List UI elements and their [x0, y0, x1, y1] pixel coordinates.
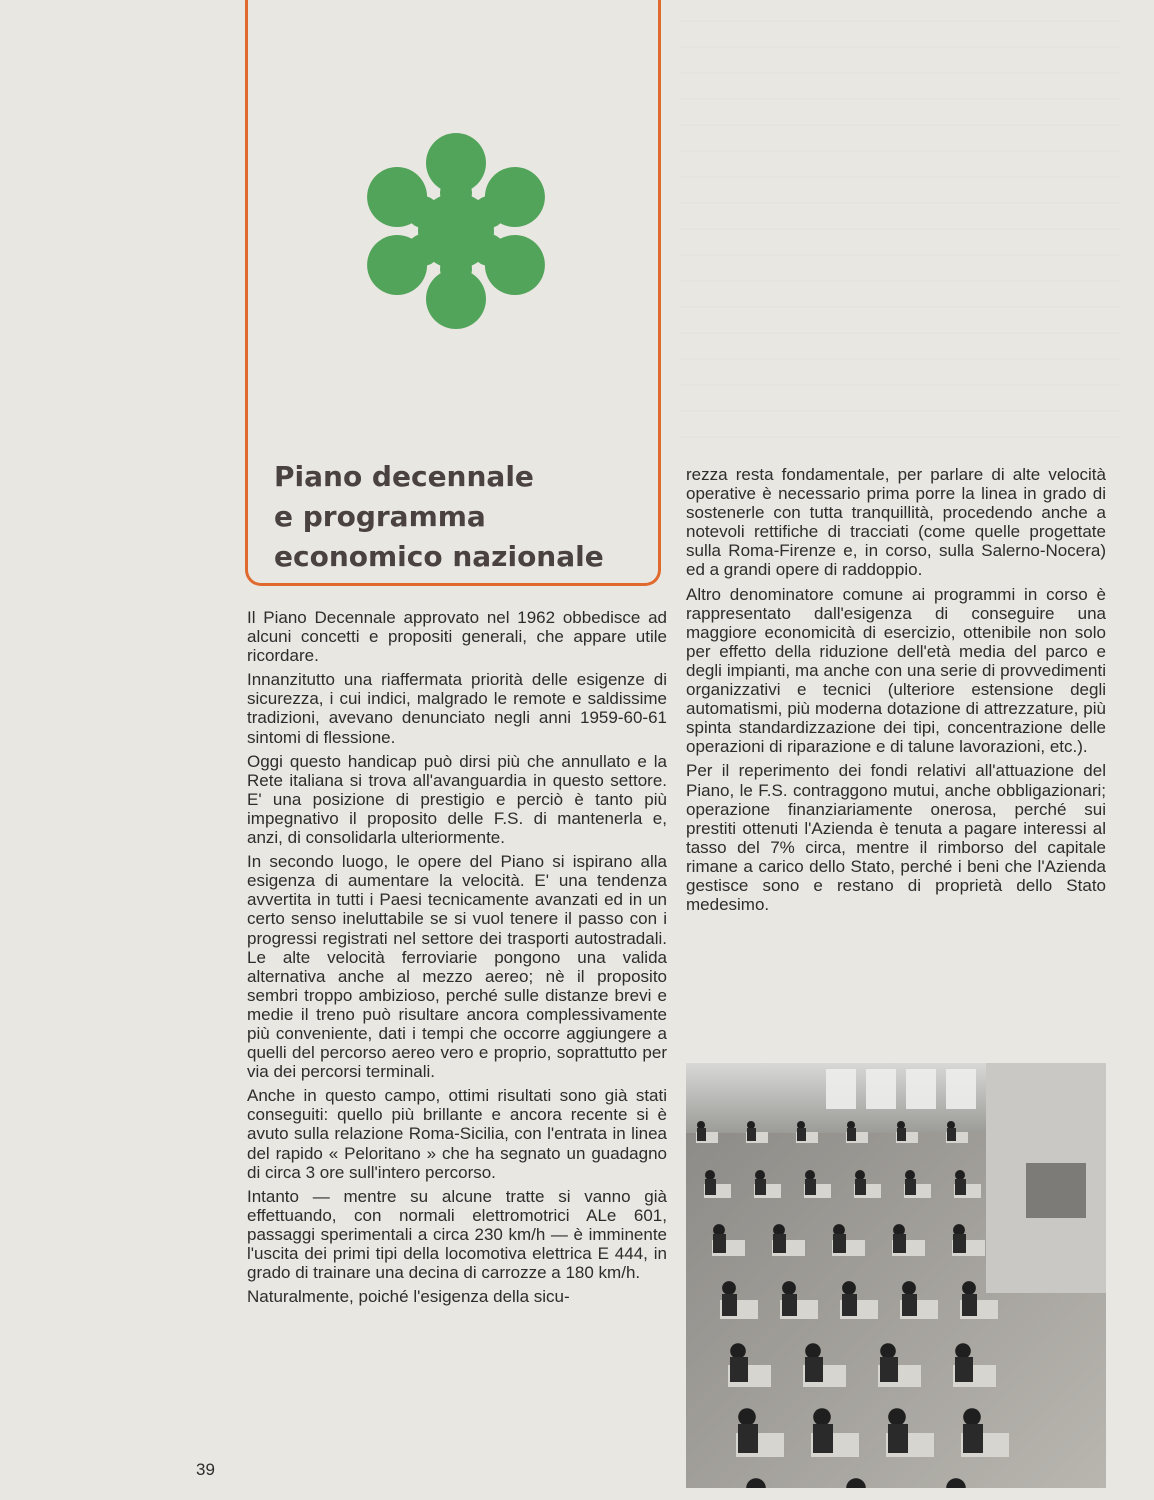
page-title [274, 457, 654, 577]
right-text-column [686, 465, 1106, 919]
paragraph: Altro denominatore comune ai programmi in corso è rappresentato dall'esigenza di conseguire una maggiore economicità di esercizio, ottenibile non solo per effetto della riduzione dell'età media del parco e degli impianti, ma anche con una serie di provvedimenti organizzativi e tecnici (ulteriore estensione degli automatismi, più moderna dotazione di attrezzature, più spinta standardizzazione dei tipi, concentrazione delle operazioni di riparazione e di talune lavorazioni, etc.). [686, 584, 1106, 757]
title-line-1: Piano decennale [274, 460, 534, 493]
paragraph: Intanto — mentre su alcune tratte si vanno già effettuando, con normali elettromotrici ALe 601, passaggi sperimentali a circa 230 km/h — è imminente l'uscita dei primi tipi della locomotiva elettrica E 444, in grado di trainare una decina di carrozze a 180 km/h. [247, 1186, 667, 1283]
office-photo-illustration [686, 1063, 1106, 1488]
paragraph: Naturalmente, poiché l'esigenza della sicu- [247, 1287, 570, 1307]
office-photo [686, 1063, 1106, 1488]
paragraph: Per il reperimento dei fondi relativi all'attuazione del Piano, le F.S. contraggono mutui, anche obbligazionari; operazione finanziariamente onerosa, perché sui prestiti ottenuti l'Azienda è tenuta a pagare interessi al tasso del 7% circa, mentre il rimborso del capitale rimane a carico dello Stato, perché i beni che l'Azienda gestisce sono e restano di proprietà dello Stato medesimo. [686, 761, 1106, 915]
left-text-column [247, 608, 667, 1311]
show-through-texture [680, 20, 1120, 450]
page-number: 39 [196, 1460, 215, 1479]
paragraph: Il Piano Decennale approvato nel 1962 obbedisce ad alcuni concetti e propositi generali, che appare utile ricordare. [247, 608, 667, 666]
paragraph: Innanzitutto una riaffermata priorità delle esigenze di sicurezza, i cui indici, malgrado le remote e saldissime tradizioni, avevano denunciato negli anni 1959-60-61 sintomi di flessione. [247, 670, 667, 747]
title-line-2: e programma [274, 500, 486, 533]
title-line-3: economico nazionale [274, 540, 604, 573]
green-flower-icon [356, 120, 556, 342]
paragraph: rezza resta fondamentale, per parlare di alte velocità operative è necessario prima porre la linea in grado di sostenerle con tutta tranquillità, procedendo anche a notevoli rettifiche di tracciati (come quelle progettate sulla Roma-Firenze e, in corso, sulla Salerno-Nocera) ed a grandi opere di raddoppio. [686, 465, 1106, 580]
paragraph: In secondo luogo, le opere del Piano si ispirano alla esigenza di aumentare la velocità. E' una tendenza avvertita in tutti i Paesi tecnicamente avanzati ed in un certo senso ineluttabile se si vuol tenere il passo con i progressi registrati nel settore dei trasporti autostradali. Le alte velocità ferroviarie pongono una valida alternativa anche al mezzo aereo; nè il proposito sembri troppo ambizioso, perché sulle distanze brevi e medie il treno può risultare ancora complessivamente più conveniente, dati i tempi che occorre aggiungere a quelli del percorso aereo vero e proprio, soprattutto per via dei percorsi terminali. [247, 852, 667, 1082]
paragraph: Anche in questo campo, ottimi risultati sono già stati conseguiti: quello più brillante e ancora recente si è avuto sulla relazione Roma-Sicilia, con l'entrata in linea del rapido « Peloritano » che ha segnato un guadagno di circa 3 ore sull'intero percorso. [247, 1086, 667, 1182]
paragraph: Oggi questo handicap può dirsi più che annullato e la Rete italiana si trova all'avanguardia in questo settore. E' una posizione di prestigio e perciò è tanto più impegnativo il proposito delle F.S. di mantenerla e, anzi, di consolidarla ulteriormente. [247, 751, 667, 848]
